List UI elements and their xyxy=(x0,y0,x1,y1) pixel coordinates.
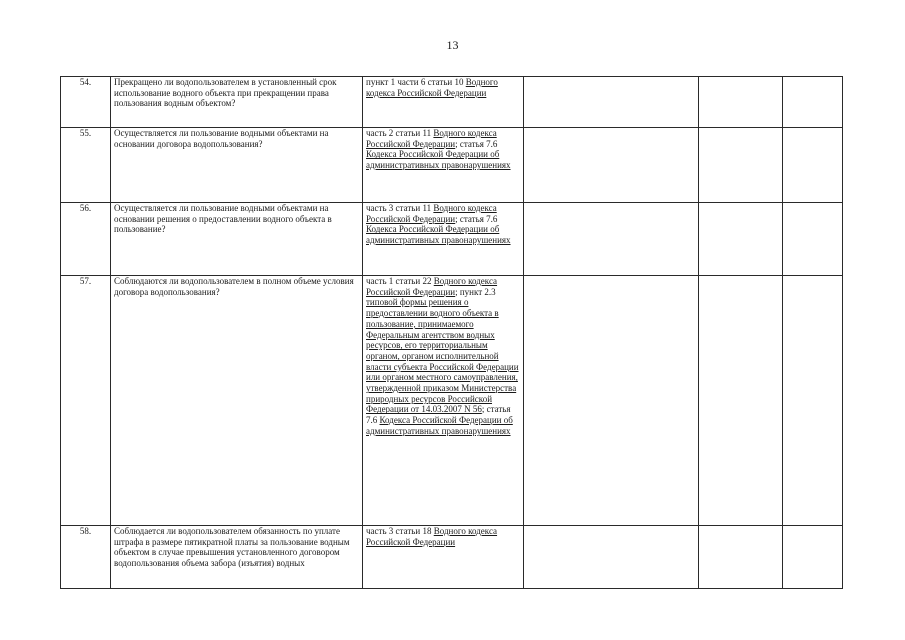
reference-text: часть 3 статьи 11 xyxy=(366,203,434,213)
row-number: 54. xyxy=(61,77,111,128)
answer-cell-yes[interactable] xyxy=(524,276,699,526)
answer-cell-na[interactable] xyxy=(783,77,843,128)
reference-text: ; статья 7.6 xyxy=(455,213,498,224)
reference-link[interactable]: Водного кодекса Российской Федерации xyxy=(366,77,498,98)
legal-reference xyxy=(363,128,524,203)
reference-text: часть 3 статьи 18 xyxy=(366,526,434,536)
legal-reference xyxy=(363,276,524,526)
table-row xyxy=(61,526,843,589)
answer-cell-no[interactable] xyxy=(699,128,783,203)
question-text: Прекращено ли водопользователем в установленный срок использование водного объекта при прекращении права пользования водным объектом? xyxy=(111,77,363,128)
page-number: 13 xyxy=(446,38,459,52)
answer-cell-no[interactable] xyxy=(699,276,783,526)
question-text: Соблюдаются ли водопользователем в полном объеме условия договора водопользования? xyxy=(111,276,363,526)
reference-text: часть 1 статьи 22 xyxy=(366,276,434,286)
reference-text: часть 2 статьи 11 xyxy=(366,128,434,138)
question-text: Осуществляется ли пользование водными объектами на основании решения о предоставлении водного объекта в пользование? xyxy=(111,203,363,276)
table-row xyxy=(61,128,843,203)
row-number: 56. xyxy=(61,203,111,276)
reference-link[interactable]: типовой формы решения о предоставлении водного объекта в пользование, принимаемого Федеральным агентством водных ресурсов, его территориальным органом, органом исполнительной власти субъекта Российской Федерации или органом местного самоуправления, утвержденной приказом Министерства природных ресурсов Российской Федерации от 14.03.2007 N 56 xyxy=(366,297,519,415)
row-number: 58. xyxy=(61,526,111,589)
table-row xyxy=(61,77,843,128)
answer-cell-na[interactable] xyxy=(783,276,843,526)
question-text: Соблюдается ли водопользователем обязанность по уплате штрафа в размере пятикратной платы за пользование водным объектом в случае превышения установленного договором водопользования объема забора (изъятия) водных xyxy=(111,526,363,589)
answer-cell-yes[interactable] xyxy=(524,128,699,203)
row-number: 55. xyxy=(61,128,111,203)
table-row xyxy=(61,276,843,526)
answer-cell-na[interactable] xyxy=(783,526,843,589)
reference-link[interactable]: Водного кодекса Российской Федерации xyxy=(366,128,497,149)
reference-link[interactable]: Кодекса Российской Федерации об административных правонарушениях xyxy=(366,415,513,436)
reference-text: ; пункт 2.3 xyxy=(455,286,496,297)
reference-link[interactable]: Водного кодекса Российской Федерации xyxy=(366,203,497,224)
reference-link[interactable]: Водного кодекса Российской Федерации xyxy=(366,526,498,547)
reference-text: ; статья 7.6 xyxy=(455,138,498,149)
table-row xyxy=(61,203,843,276)
answer-cell-yes[interactable] xyxy=(524,526,699,589)
answer-cell-na[interactable] xyxy=(783,128,843,203)
row-number: 57. xyxy=(61,276,111,526)
answer-cell-yes[interactable] xyxy=(524,203,699,276)
answer-cell-no[interactable] xyxy=(699,526,783,589)
reference-link[interactable]: Кодекса Российской Федерации об административных правонарушениях xyxy=(366,224,511,246)
answer-cell-no[interactable] xyxy=(699,77,783,128)
answer-cell-yes[interactable] xyxy=(524,77,699,128)
answer-cell-na[interactable] xyxy=(783,203,843,276)
question-text: Осуществляется ли пользование водными объектами на основании договора водопользования? xyxy=(111,128,363,203)
checklist-table xyxy=(60,76,843,589)
reference-link[interactable]: Кодекса Российской Федерации об административных правонарушениях xyxy=(366,149,511,171)
legal-reference xyxy=(363,526,524,589)
reference-link[interactable]: Водного кодекса Российской Федерации xyxy=(366,276,498,297)
reference-text: ; статья 7.6 xyxy=(366,404,511,426)
reference-text: пункт 1 части 6 статьи 10 xyxy=(366,77,466,87)
legal-reference xyxy=(363,203,524,276)
answer-cell-no[interactable] xyxy=(699,203,783,276)
legal-reference xyxy=(363,77,524,128)
